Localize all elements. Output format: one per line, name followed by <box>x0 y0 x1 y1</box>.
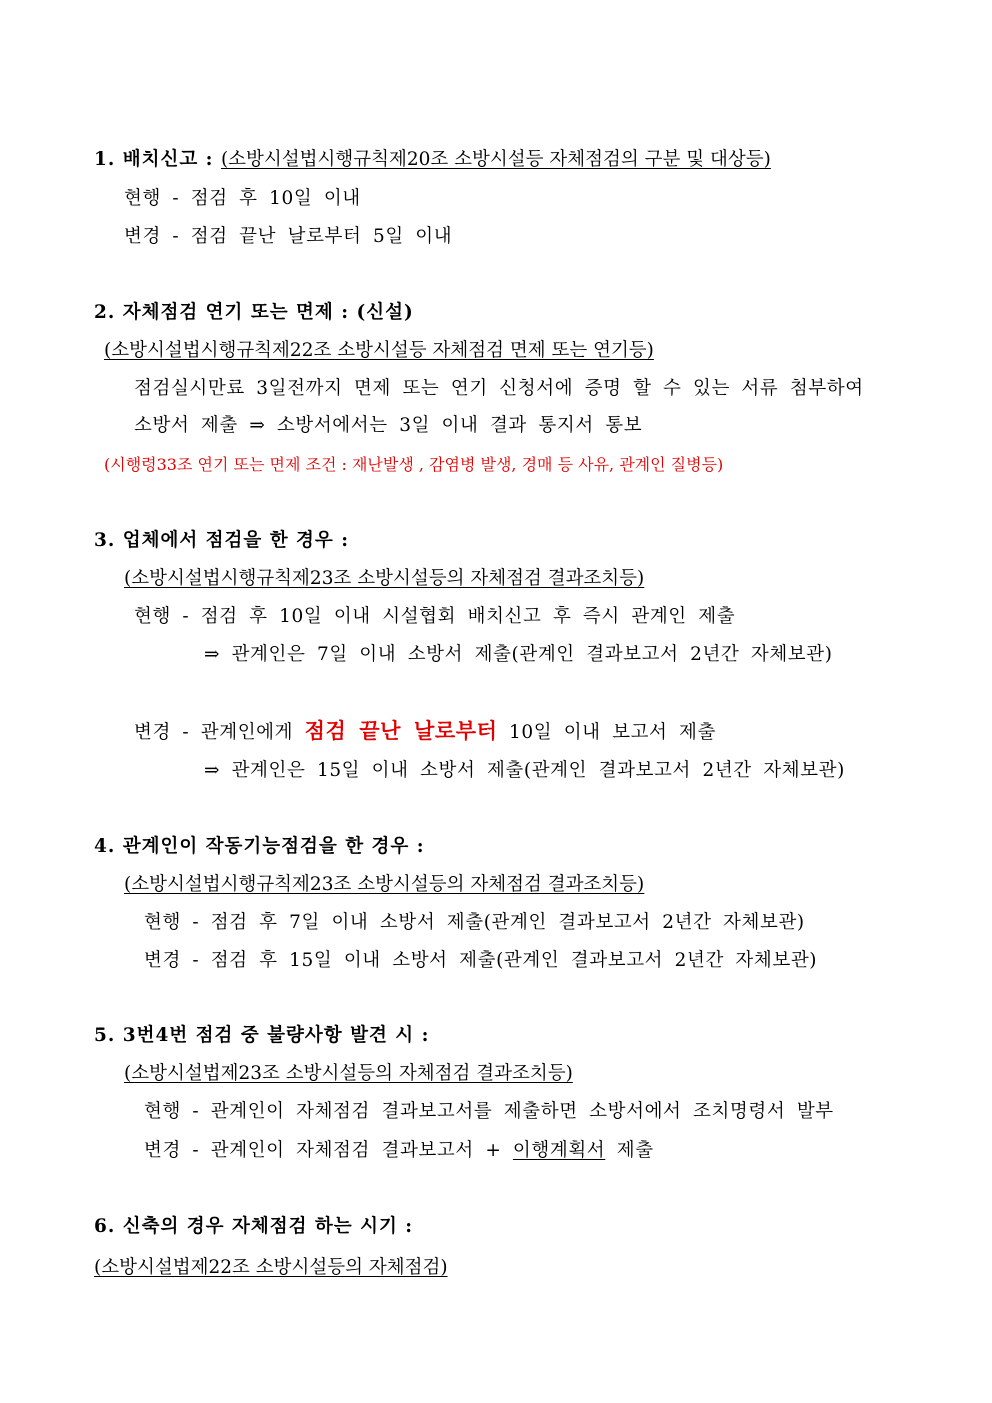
section-2-reference: (소방시설법시행규칙제22조 소방시설등 자체점검 면제 또는 연기등) <box>104 340 654 361</box>
section-6-reference: (소방시설법제22조 소방시설등의 자체점검) <box>94 1257 448 1278</box>
section-3-current-result: ⇒ 관계인은 7일 이내 소방서 제출(관계인 결과보고서 2년간 자체보관) <box>204 644 833 665</box>
section-4-reference: (소방시설법시행규칙제23조 소방시설등의 자체점검 결과조치등) <box>124 874 645 895</box>
section-2-line-1: 점검실시만료 3일전까지 면제 또는 연기 신청서에 증명 할 수 있는 서류 첨부하여 <box>134 378 864 399</box>
section-3-title: 3. 업체에서 점검을 한 경우 : <box>94 530 350 551</box>
section-4-current: 현행 - 점검 후 7일 이내 소방서 제출(관계인 결과보고서 2년간 자체보관) <box>144 912 805 933</box>
section-5-title: 5. 3번4번 점검 중 불량사항 발견 시 : <box>94 1025 430 1046</box>
section-1-changed: 변경 - 점검 끝난 날로부터 5일 이내 <box>124 226 453 247</box>
section-5-current: 현행 - 관계인이 자체점검 결과보고서를 제출하면 소방서에서 조치명령서 발부 <box>144 1101 834 1122</box>
section-3-changed-prefix: 변경 - 관계인에게 <box>134 722 305 743</box>
section-3-changed-result: ⇒ 관계인은 15일 이내 소방서 제출(관계인 결과보고서 2년간 자체보관) <box>204 760 845 781</box>
section-5-plan-document: 이행계획서 <box>512 1140 606 1161</box>
section-4-changed: 변경 - 점검 후 15일 이내 소방서 제출(관계인 결과보고서 2년간 자체보관) <box>144 950 818 971</box>
section-1-reference: (소방시설법시행규칙제20조 소방시설등 자체점검의 구분 및 대상등) <box>220 149 771 170</box>
section-5-changed-suffix: 제출 <box>605 1140 654 1161</box>
section-2-note: (시행령33조 연기 또는 면제 조건 : 재난발생 , 감염병 발생, 경매 등 사유, 관계인 질병등) <box>104 455 724 474</box>
section-3-changed <box>134 719 716 745</box>
section-3-highlight: 점검 끝난 날로부터 <box>304 718 498 743</box>
section-3-changed-suffix: 10일 이내 보고서 제출 <box>497 722 716 743</box>
section-2-line-2: 소방서 제출 ⇒ 소방서에서는 3일 이내 결과 통지서 통보 <box>134 415 643 436</box>
section-5-changed-prefix: 변경 - 관계인이 자체점검 결과보고서 + <box>144 1140 513 1161</box>
section-5-changed <box>144 1139 654 1163</box>
section-1-heading <box>94 148 771 172</box>
section-5-reference: (소방시설법제23조 소방시설등의 자체점검 결과조치등) <box>124 1063 573 1084</box>
section-3-reference: (소방시설법시행규칙제23조 소방시설등의 자체점검 결과조치등) <box>124 568 645 589</box>
section-1-current: 현행 - 점검 후 10일 이내 <box>124 188 361 209</box>
section-6-title: 6. 신축의 경우 자체점검 하는 시기 : <box>94 1216 414 1237</box>
section-3-current: 현행 - 점검 후 10일 이내 시설협회 배치신고 후 즉시 관계인 제출 <box>134 606 736 627</box>
section-1-title: 1. 배치신고 : <box>94 149 221 170</box>
section-4-title: 4. 관계인이 작동기능점검을 한 경우 : <box>94 836 425 857</box>
section-2-title: 2. 자체점검 연기 또는 면제 : (신설) <box>94 302 414 323</box>
